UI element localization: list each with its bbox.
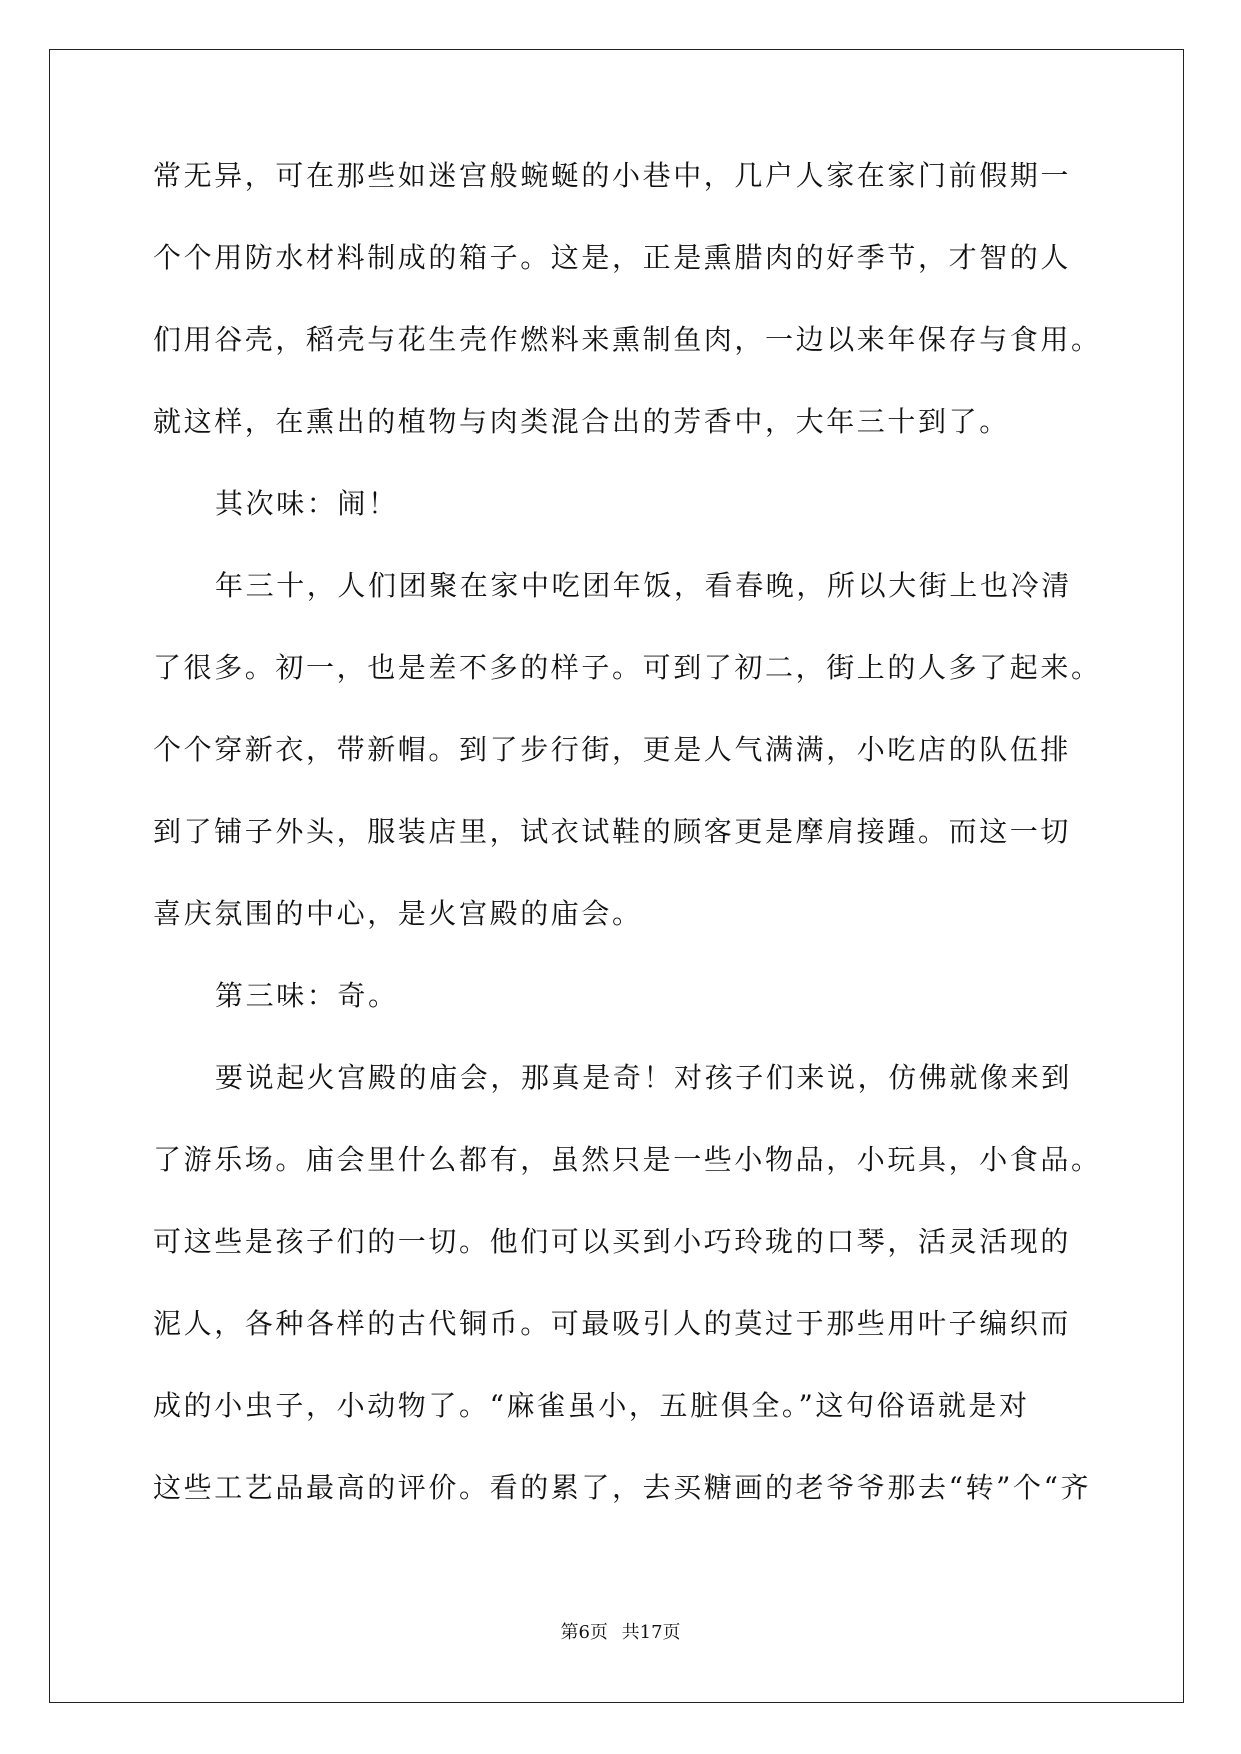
page-total: 共17页 <box>621 1622 681 1643</box>
paragraph-start: 要说起火宫殿的庙会，那真是奇！对孩子们来说，仿佛就像来到 <box>215 1061 1072 1094</box>
paragraph-start: 年三十，人们团聚在家中吃团年饭，看春晚，所以大街上也冷清 <box>215 569 1072 602</box>
text-line: 了游乐场。庙会里什么都有，虽然只是一些小物品，小玩具，小食品。 <box>153 1143 1102 1176</box>
text-line: 个个穿新衣，带新帽。到了步行街，更是人气满满，小吃店的队伍排 <box>153 733 1072 766</box>
text-line: 常无异，可在那些如迷宫般蜿蜒的小巷中，几户人家在家门前假期一 <box>153 159 1072 192</box>
text-line: 这些工艺品最高的评价。看的累了，去买糖画的老爷爷那去“转”个“齐 <box>153 1471 1092 1504</box>
text-line: 可这些是孩子们的一切。他们可以买到小巧玲珑的口琴，活灵活现的 <box>153 1225 1072 1258</box>
section-heading: 第三味：奇。 <box>215 979 399 1012</box>
page-number: 第6页 <box>560 1622 608 1643</box>
text-line: 到了铺子外头，服装店里，试衣试鞋的顾客更是摩肩接踵。而这一切 <box>153 815 1072 848</box>
text-line: 泥人，各种各样的古代铜币。可最吸引人的莫过于那些用叶子编织而 <box>153 1307 1072 1340</box>
text-line: 们用谷壳，稻壳与花生壳作燃料来熏制鱼肉，一边以来年保存与食用。 <box>153 323 1102 356</box>
page-footer <box>0 1622 1241 1644</box>
section-heading: 其次味：闹！ <box>215 487 399 520</box>
text-line: 个个用防水材料制成的箱子。这是，正是熏腊肉的好季节，才智的人 <box>153 241 1072 274</box>
text-line: 成的小虫子，小动物了。“麻雀虽小，五脏俱全。”这句俗语就是对 <box>153 1389 1030 1422</box>
text-line: 就这样，在熏出的植物与肉类混合出的芳香中，大年三十到了。 <box>153 405 1010 438</box>
text-line: 喜庆氛围的中心，是火宫殿的庙会。 <box>153 897 643 930</box>
document-body <box>153 159 1102 1554</box>
text-line: 了很多。初一，也是差不多的样子。可到了初二，街上的人多了起来。 <box>153 651 1102 684</box>
